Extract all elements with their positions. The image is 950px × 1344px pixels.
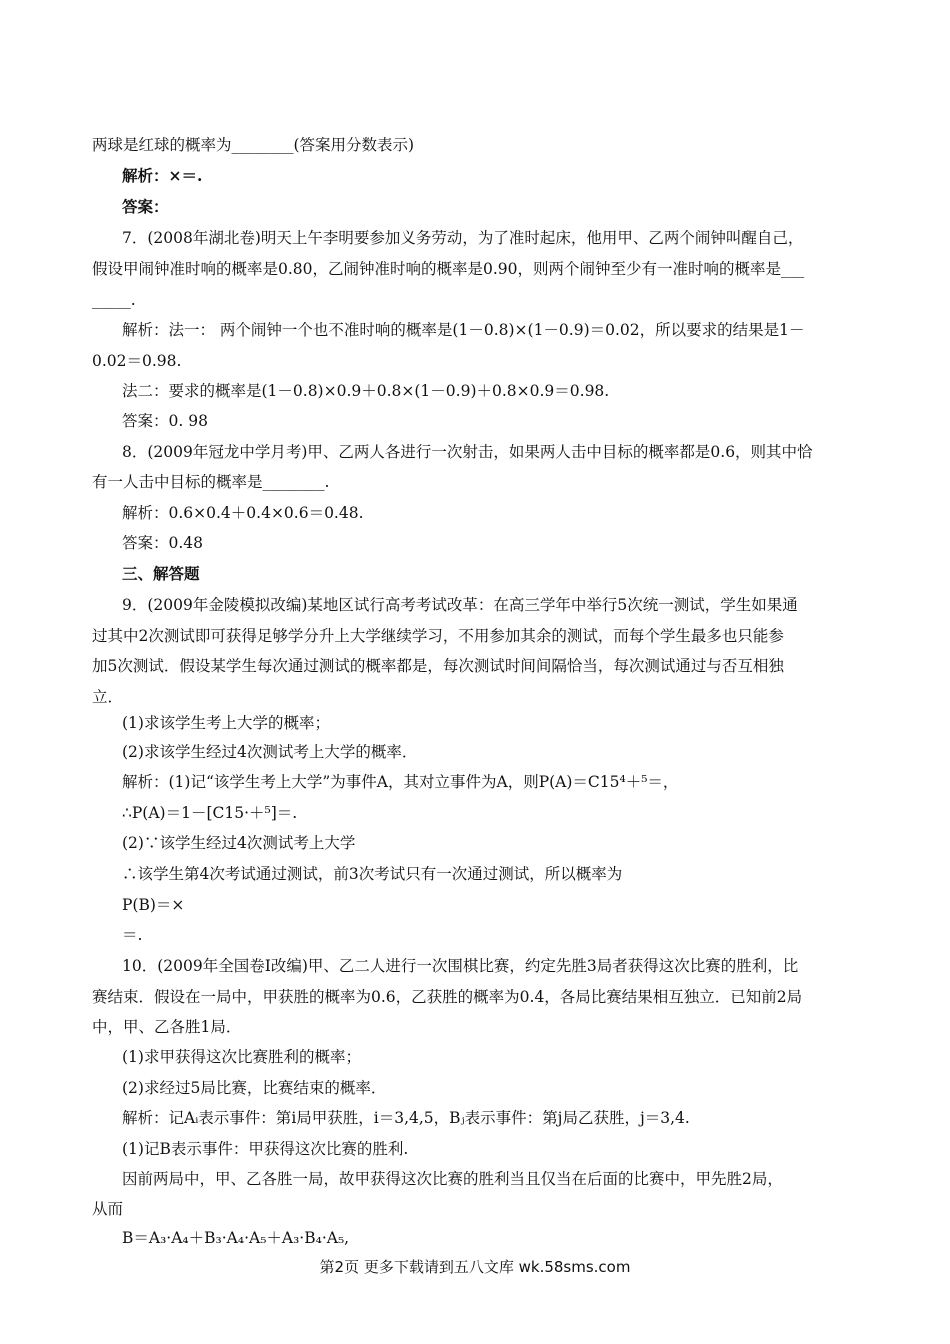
analysis-line: 解析：×＝. — [122, 166, 203, 185]
text-line: 赛结束．假设在一局中，甲获胜的概率为0.6，乙获胜的概率为0.4，各局比赛结果相互独立．已知前2局 — [92, 988, 803, 1006]
question-9-line: 9．(2009年金陵模拟改编)某地区试行高考考试改革：在高三学年中举行5次统一测试，学生如果通 — [122, 596, 798, 614]
question-7-line: 7．(2008年湖北卷)明天上午李明要参加义务劳动，为了准时起床，他用甲、乙两个闹钟叫醒自己， — [122, 229, 804, 247]
analysis-line: 解析：法一： 两个闹钟一个也不准时响的概率是(1－0.8)×(1－0.9)＝0.02，所以要求的结果是1－ — [122, 321, 805, 339]
text-line: 有一人击中目标的概率是________. — [92, 473, 330, 491]
text-line: ∴P(A)＝1－[C15·＋⁵]＝. — [122, 804, 298, 822]
text-line: P(B)＝× — [122, 896, 185, 914]
question-10-line: 10．(2009年全国卷Ⅰ改编)甲、乙二人进行一次围棋比赛，约定先胜3局者获得这次比赛的胜利，比 — [122, 957, 799, 975]
answer-line: 答案：0.48 — [122, 534, 204, 552]
question-8-line: 8．(2009年冠龙中学月考)甲、乙两人各进行一次射击，如果两人击中目标的概率都是0.6，则其中恰 — [122, 443, 813, 461]
answer-line: 答案：0. 98 — [122, 412, 208, 430]
text-line: ∴该学生第4次考试通过测试，前3次考试只有一次通过测试，所以概率为 — [122, 865, 623, 883]
text-line: (2)求经过5局比赛，比赛结束的概率． — [122, 1079, 387, 1097]
text-line: 0.02＝0.98. — [92, 352, 182, 370]
text-line: 过其中2次测试即可获得足够学分升上大学继续学习，不用参加其余的测试，而每个学生最多也只能参 — [92, 627, 784, 645]
analysis-line: 解析：记Aᵢ表示事件：第i局甲获胜，i＝3,4,5，Bⱼ表示事件：第j局乙获胜，j＝3,4. — [122, 1109, 690, 1127]
text-line: (1)记B表示事件：甲获得这次比赛的胜利. — [122, 1140, 409, 1158]
text-line: 因前两局中，甲、乙各胜一局，故甲获得这次比赛的胜利当且仅当在后面的比赛中，甲先胜2局， — [122, 1170, 783, 1188]
text-line: 从而 — [92, 1200, 124, 1218]
text-line: 加5次测试．假设某学生每次通过测试的概率都是，每次测试时间间隔恰当，每次测试通过与否互相独 — [92, 657, 784, 675]
text-line: 立． — [92, 688, 124, 706]
text-line: 法二：要求的概率是(1－0.8)×0.9＋0.8×(1－0.9)＋0.8×0.9＝0.98. — [122, 382, 610, 400]
answer-line: 答案： — [122, 197, 169, 216]
text-line: _____. — [92, 291, 136, 309]
analysis-line: 解析：(1)记“该学生考上大学”为事件A，其对立事件为A，则P(A)＝C15⁴＋⁵＝， — [122, 773, 679, 791]
analysis-line: 解析：0.6×0.4＋0.4×0.6＝0.48. — [122, 504, 364, 522]
text-line: 假设甲闹钟准时响的概率是0.80，乙闹钟准时响的概率是0.90，则两个闹钟至少有一准时响的概率是___ — [92, 260, 805, 278]
text-line: (1)求甲获得这次比赛胜利的概率； — [122, 1048, 361, 1066]
page-footer: 第2页 更多下载请到五八文库 wk.58sms.com — [319, 1258, 631, 1276]
text-line: B＝A₃·A₄＋B₃·A₄·A₅＋A₃·B₄·A₅, — [122, 1229, 350, 1247]
text-line: (2)∵该学生经过4次测试考上大学 — [122, 834, 356, 852]
text-line: (2)求该学生经过4次测试考上大学的概率． — [122, 743, 418, 761]
text-line: ＝. — [122, 926, 143, 944]
text-line: 中，甲、乙各胜1局． — [92, 1018, 242, 1036]
section-heading: 三、解答题 — [122, 564, 200, 583]
text-line: 两球是红球的概率为________(答案用分数表示) — [92, 136, 415, 154]
text-line: (1)求该学生考上大学的概率； — [122, 714, 330, 732]
